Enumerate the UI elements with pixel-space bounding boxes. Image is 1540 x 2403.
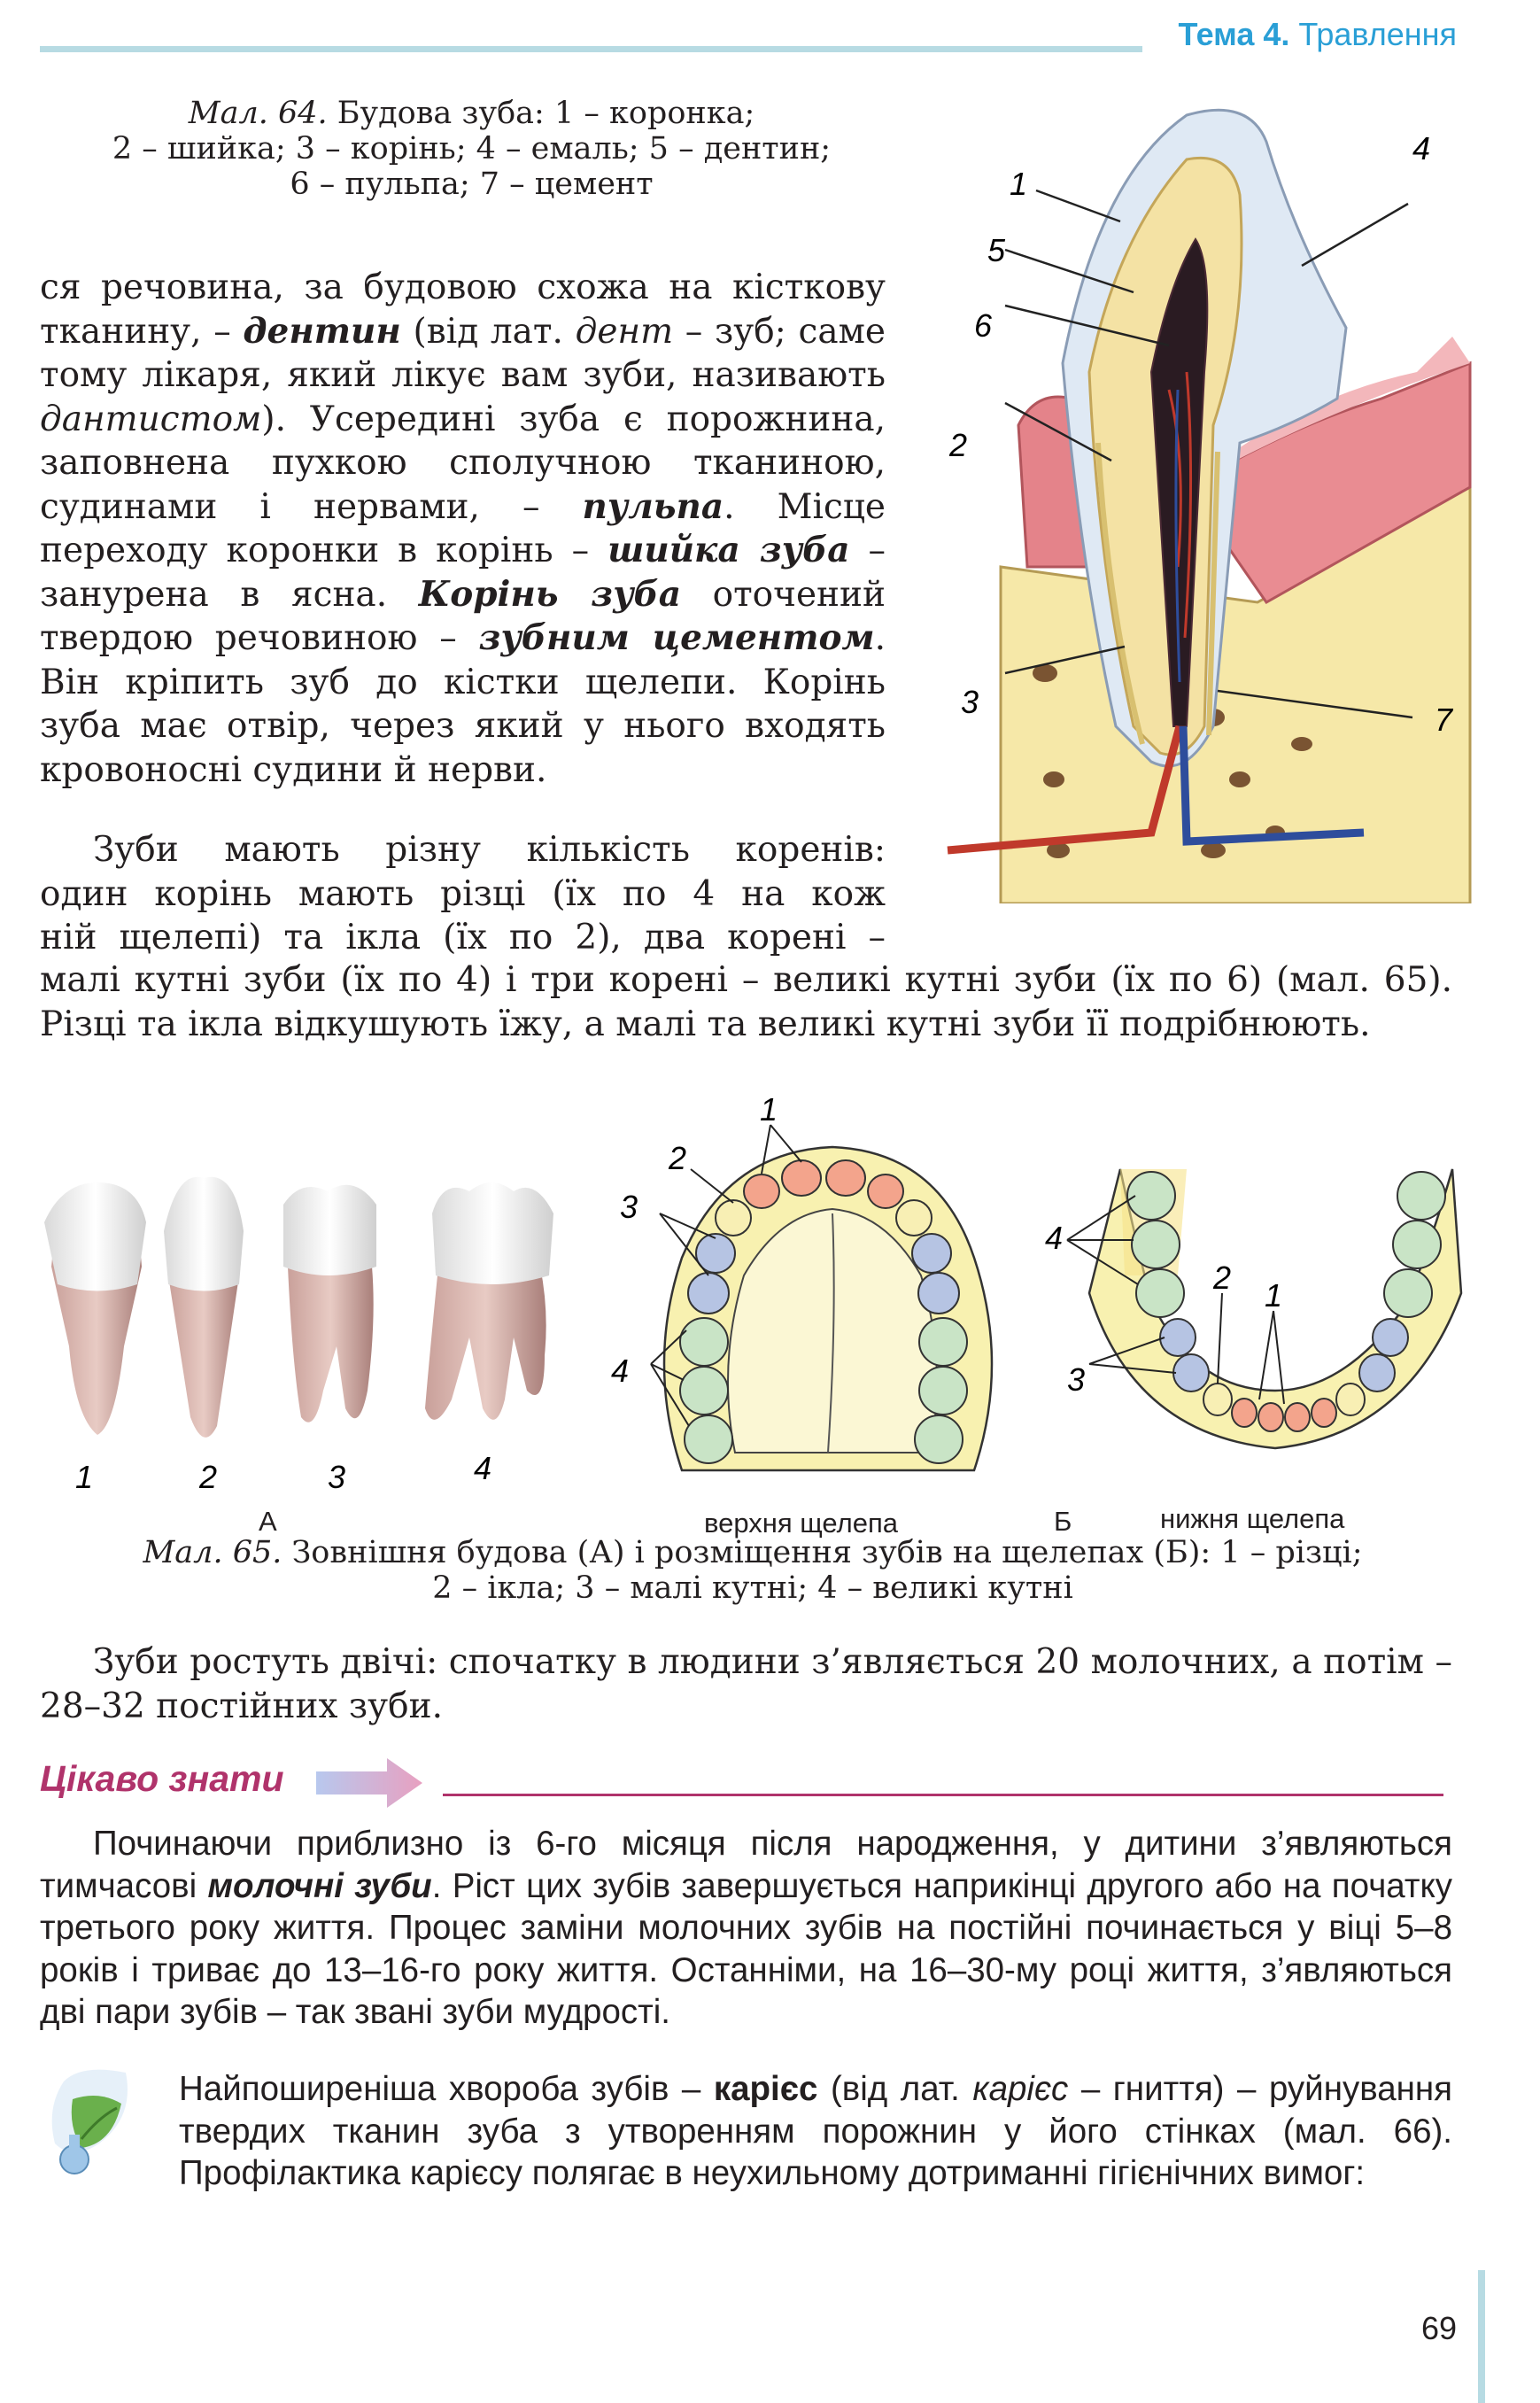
tooth-structure-diagram bbox=[921, 106, 1488, 903]
term-caries: карієс bbox=[713, 2070, 818, 2108]
para1-text-6: – занурена в ясна. bbox=[40, 531, 886, 615]
lower-jaw-diagram bbox=[1036, 1143, 1488, 1497]
topic-label: Тема 4. bbox=[1178, 16, 1290, 52]
lower-label-1: 1 bbox=[1265, 1277, 1283, 1314]
fig65-caption-label: Мал. 65. bbox=[143, 1535, 282, 1570]
lower-label-4: 4 bbox=[1045, 1220, 1064, 1256]
tooth-number-3: 3 bbox=[328, 1459, 346, 1495]
para2-line3: ній щелепі) та ікла (їх по 2), два корені – bbox=[40, 918, 886, 957]
fig64-label-4: 4 bbox=[1412, 130, 1431, 167]
paragraph-dentin bbox=[40, 266, 886, 792]
fig64-label-5: 5 bbox=[987, 232, 1006, 268]
upper-label-3: 3 bbox=[620, 1189, 638, 1225]
para1-text-8: . Він кріпить зуб до кістки щелепи. Корінь зуба має отвір, через який у нього входять кровоносні судини й нерви. bbox=[40, 618, 886, 790]
para1-text-2: (від лат. bbox=[413, 311, 563, 352]
interesting-rule bbox=[443, 1794, 1443, 1796]
para2-line2: один корінь мають різці (їх по 4 на кож bbox=[40, 873, 886, 914]
arrow-icon bbox=[312, 1754, 427, 1812]
leaf-icon bbox=[46, 2064, 143, 2179]
fig64-label-2: 2 bbox=[949, 427, 968, 463]
fig65-part-b: Б bbox=[1054, 1506, 1072, 1537]
fig64-label-6: 6 bbox=[974, 307, 993, 344]
term-dantist: дантистом bbox=[40, 399, 262, 439]
interesting-text bbox=[40, 1823, 1452, 2034]
para2-rest: малі кутні зуби (їх по 4) і три корені – великі кутні зуби (їх по 6) (мал. 65). Різці та ікла відкушують їжу, а малі та великі кутні зуби її подрібнюють. bbox=[40, 960, 1452, 1044]
topic-header bbox=[1178, 16, 1457, 53]
para2-line1: Зуби мають різну кількість коренів: bbox=[93, 830, 886, 870]
interesting-title: Цікаво знати bbox=[40, 1758, 284, 1799]
para1-text-3: – зуб; саме тому лікаря, який лікує вам зуби, називають bbox=[40, 311, 886, 395]
upper-label-2: 2 bbox=[669, 1140, 687, 1176]
fig65-teeth-types bbox=[35, 1169, 584, 1523]
upper-jaw-label: верхня щелепа bbox=[704, 1508, 898, 1539]
paragraph-roots-narrow bbox=[40, 828, 886, 960]
fig64-caption-line3: 6 – пульпа; 7 – цемент bbox=[290, 167, 654, 202]
header-rule bbox=[40, 46, 1142, 52]
tooth-number-4: 4 bbox=[474, 1450, 492, 1486]
term-milk-teeth: молочні зуби bbox=[207, 1866, 432, 1905]
para3-text: Зуби ростуть двічі: спочатку в людини з’являється 20 молочних, а потім – 28–32 постійних зуби. bbox=[40, 1642, 1452, 1726]
fig64-caption-label: Мал. 64. bbox=[188, 96, 328, 131]
upper-label-4: 4 bbox=[611, 1353, 630, 1389]
paragraph-growth bbox=[40, 1640, 1452, 1728]
term-root: Корінь зуба bbox=[418, 573, 681, 615]
lower-label-2: 2 bbox=[1213, 1260, 1232, 1296]
term-pulpa: пульпа bbox=[582, 485, 724, 527]
fig64-caption bbox=[35, 96, 908, 202]
caries-text-2: (від лат. bbox=[830, 2070, 960, 2108]
tooth-number-2: 2 bbox=[199, 1459, 218, 1495]
fig64-label-7: 7 bbox=[1435, 702, 1453, 738]
fig65-caption-line2: 2 – ікла; 3 – малі кутні; 4 – великі кутні bbox=[432, 1570, 1073, 1606]
lower-jaw-label: нижня щелепа bbox=[1160, 1503, 1345, 1534]
fig64-label-1: 1 bbox=[1010, 166, 1028, 202]
page-edge-bar bbox=[1478, 2270, 1485, 2403]
paragraph-roots-wide bbox=[40, 958, 1452, 1046]
term-neck: шийка зуба bbox=[607, 530, 850, 570]
term-caries-lat: карієс bbox=[972, 2070, 1069, 2108]
caries-text bbox=[179, 2068, 1452, 2195]
fig65-part-a: А bbox=[259, 1506, 277, 1537]
topic-name: Травлення bbox=[1298, 16, 1457, 52]
fig64-caption-line2: 2 – шийка; 3 – корінь; 4 – емаль; 5 – дентин; bbox=[112, 131, 832, 167]
term-cement: зубним цементом bbox=[478, 617, 875, 658]
para1-text-1: ся речовина, за будовою схожа на кісткову тканину, – bbox=[40, 267, 886, 352]
term-dentin: дентин bbox=[243, 310, 401, 352]
upper-label-1: 1 bbox=[760, 1098, 778, 1128]
lower-label-3: 3 bbox=[1067, 1361, 1086, 1398]
term-dent: дент bbox=[575, 311, 674, 352]
para1-text-4: ). Усередині зуба є порожнина, заповнена пухкою сполучною тканиною, судинами і нервами, – bbox=[40, 399, 886, 527]
para1-text-7: оточений твердою речовиною – bbox=[40, 574, 886, 658]
caries-text-1: Найпоширеніша хвороба зубів – bbox=[179, 2070, 701, 2108]
fig65-caption bbox=[35, 1535, 1470, 1606]
para1-text-5: . Місце переходу коронки в корінь – bbox=[40, 486, 886, 570]
page-number: 69 bbox=[1421, 2310, 1458, 2346]
upper-jaw-diagram bbox=[584, 1098, 1027, 1497]
caries-text-3: – гниття) – руйнування твердих тканин зуба з утворенням порожнин у його стінках (мал. 66). Профілактика карієсу полягає в неухильному дотриманні гігієнічних вимог: bbox=[179, 2070, 1453, 2192]
fig64-label-3: 3 bbox=[961, 684, 979, 720]
interesting-text-2: . Ріст цих зубів завершується наприкінці другого або на початку третього року життя. Процес заміни молочних зубів на постійні починається у віці 5–8 років і триває до 13–16-го року життя. Останніми, на 16–30-му році життя, з’являються дві пари зубів – так звані зуби мудрості. bbox=[40, 1866, 1452, 2031]
fig64-caption-line1: Будова зуба: 1 – коронка; bbox=[337, 96, 755, 131]
fig65-caption-line1: Зовнішня будова (А) і розміщення зубів на щелепах (Б): 1 – різці; bbox=[291, 1535, 1363, 1570]
tooth-number-1: 1 bbox=[75, 1459, 94, 1495]
interesting-text-1: Починаючи приблизно із 6-го місяця після народження, у дитини з’являються тимчасові bbox=[40, 1825, 1452, 1905]
